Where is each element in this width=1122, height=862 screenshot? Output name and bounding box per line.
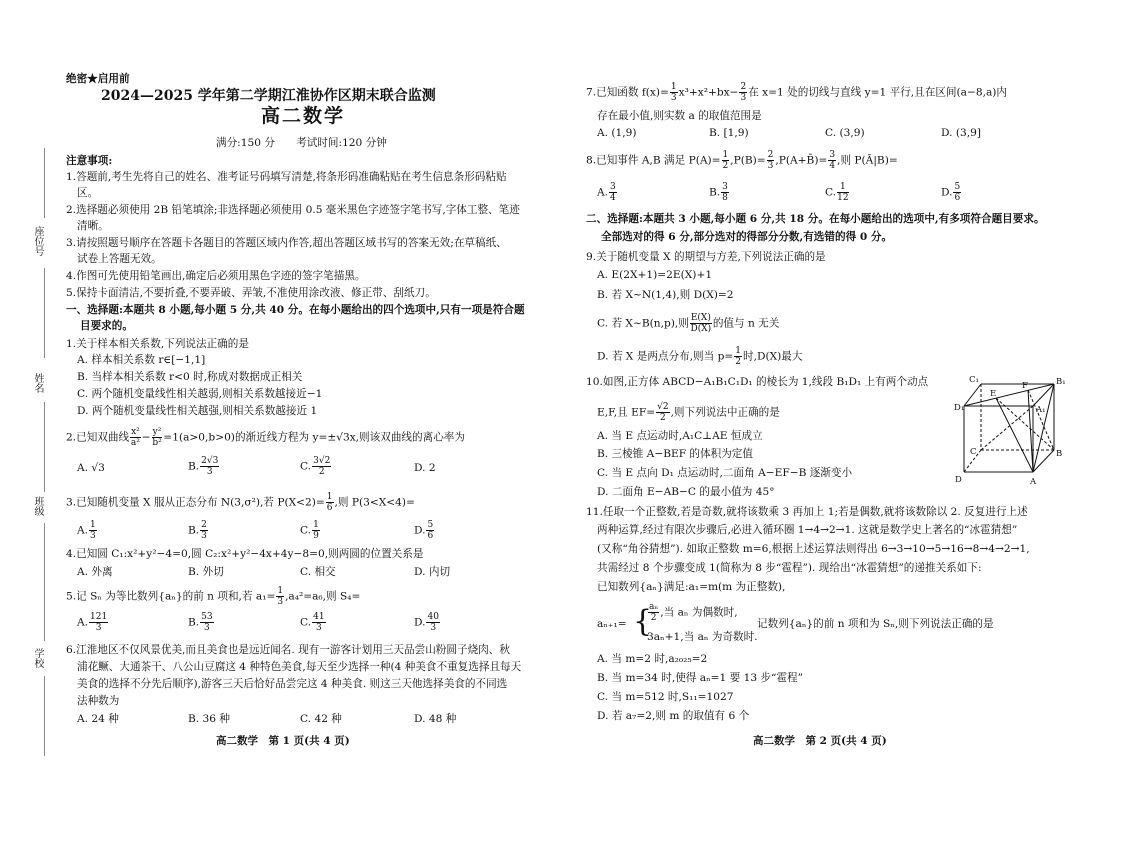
option-b: B. 36 种 bbox=[188, 713, 230, 725]
option-b: B. $\frac{2}{3}$ bbox=[188, 520, 207, 541]
label-c1: C₁ bbox=[969, 375, 979, 385]
recurrence-case-even: $\frac{\text{aₙ}}{2}$ ,当 aₙ 为偶数时, bbox=[649, 602, 738, 623]
option-b: B. 若 X~N(1,4),则 D(X)=2 bbox=[597, 289, 734, 301]
option-c: C. (3,9) bbox=[825, 127, 865, 139]
option-b: B. 外切 bbox=[188, 566, 224, 578]
class-label: 班级 bbox=[32, 496, 43, 516]
question-10-stem: E,F,且 EF= $\frac{√2}{2}$ ,则下列说法中正确的是 bbox=[597, 402, 780, 423]
question-2-stem: 2.已知双曲线 $\frac{\text{x²}}{\text{a²}}$ − $\frac{\text{y²}}{\text{b²}}$ =1(a>0,b>0)的渐近线方程为 y=±√3x,则该双曲线的离心率为 bbox=[66, 427, 465, 448]
section-2-heading: 二、选择题:本题共 3 小题,每小题 6 分,共 18 分。在每小题给出的选项中,有多项符合题目要求。 bbox=[586, 213, 1045, 225]
recurrence-lhs: aₙ₊₁= bbox=[597, 618, 627, 630]
exam-meta: 满分:150 分 考试时间:120 分钟 bbox=[216, 137, 387, 149]
option-c: C. $\frac{1}{9}$ bbox=[300, 520, 319, 541]
option-a: A. $\frac{3}{4}$ bbox=[597, 182, 616, 203]
option-a: A. $\frac{1}{3}$ bbox=[77, 520, 96, 541]
label-f: F bbox=[1022, 381, 1028, 391]
cube-figure bbox=[956, 372, 1066, 490]
option-d: D. (3,9] bbox=[941, 127, 981, 139]
question-11-stem: 两种运算,经过有限次步骤后,必进入循环圈 1→4→2→1. 这就是数学史上著名的“冰雹猜想” bbox=[597, 524, 1018, 536]
question-7-stem: 存在最小值,则实数 a 的取值范围是 bbox=[597, 110, 762, 122]
page-footer: 高二数学 第 2 页(共 4 页) bbox=[753, 735, 887, 747]
question-5-stem: 5.记 Sₙ 为等比数列{aₙ}的前 n 项和,若 a₁= $\frac{1}{3}$ ,a₄²=a₆,则 S₄= bbox=[66, 586, 361, 607]
question-11-stem: 共需经过 8 个步骤变成 1(简称为 8 步“雹程”). 现给出“冰雹猜想”的递推关系如下: bbox=[597, 562, 982, 574]
option-c: C. 当 m=512 时,S₁₁=1027 bbox=[597, 691, 734, 703]
option-c: C. $\frac{1}{12}$ bbox=[825, 182, 849, 203]
option-b: B. $\frac{3}{8}$ bbox=[709, 182, 728, 203]
option-d: D. $\frac{5}{6}$ bbox=[941, 182, 961, 203]
subject-title: 高二数学 bbox=[261, 105, 346, 127]
option-b: B. 当样本相关系数 r<0 时,称成对数据成正相关 bbox=[77, 371, 303, 383]
question-11-stem: 记数列{aₙ}的前 n 项和为 Sₙ,则下列说法正确的是 bbox=[757, 618, 994, 630]
option-a: A. 当 m=2 时,a₂₀₂₅=2 bbox=[597, 653, 708, 665]
binding-line bbox=[44, 523, 45, 641]
secret-label: 绝密★启用前 bbox=[66, 73, 130, 85]
binding-line bbox=[44, 402, 45, 492]
option-c: C. 42 种 bbox=[300, 713, 342, 725]
option-d: D. 内切 bbox=[414, 566, 451, 578]
note-line: 3.请按照题号顺序在答题卡各题目的答题区域内作答,超出答题区域书写的答案无效;在草稿纸、 bbox=[66, 237, 507, 249]
note-line: 试卷上答题无效。 bbox=[77, 253, 162, 265]
section-2-heading: 全部选对的得 6 分,部分选对的得部分分数,有选错的得 0 分。 bbox=[601, 231, 893, 243]
brace-icon: { bbox=[633, 604, 653, 639]
page-footer: 高二数学 第 1 页(共 4 页) bbox=[216, 735, 350, 747]
option-d: D. $\frac{40}{3}$ bbox=[414, 612, 439, 633]
option-a: A. (1,9) bbox=[597, 127, 637, 139]
option-c: C. 若 X~B(n,p),则 $\frac{E(X)}{D(X)}$ 的值与 n 无关 bbox=[597, 313, 780, 334]
option-d: D. 若 a₇=2,则 m 的取值有 6 个 bbox=[597, 710, 750, 722]
note-line: 区。 bbox=[77, 187, 99, 199]
option-b: B. 三棱锥 A−BEF 的体积为定值 bbox=[597, 448, 753, 460]
option-c: C. 当 E 点向 D₁ 点运动时,二面角 A−EF−B 逐渐变小 bbox=[597, 467, 853, 479]
label-e: E bbox=[990, 389, 997, 399]
question-10-stem: 10.如图,正方体 ABCD−A₁B₁C₁D₁ 的棱长为 1,线段 B₁D₁ 上有两个动点 bbox=[586, 376, 929, 388]
note-line: 2.选择题必须使用 2B 铅笔填涂;非选择题必须使用 0.5 毫米黑色字迹签字笔书写,字体工整、笔迹 bbox=[66, 204, 520, 216]
option-b: B. 当 m=34 时,使得 aₙ=1 要 13 步“雹程” bbox=[597, 672, 804, 684]
option-d: D. 48 种 bbox=[414, 713, 457, 725]
option-a: A. 24 种 bbox=[77, 713, 119, 725]
label-a1: A₁ bbox=[1036, 405, 1046, 415]
note-line: 1.答题前,考生先将自己的姓名、准考证号码填写清楚,将条形码准确粘贴在考生信息条形码粘贴 bbox=[66, 171, 507, 183]
recurrence-case-odd: 3aₙ+1,当 aₙ 为奇数时. bbox=[647, 631, 758, 643]
notes-title: 注意事项: bbox=[66, 155, 113, 167]
option-b: B. [1,9) bbox=[709, 127, 749, 139]
question-6-stem: 美食的选择不分先后顺序),游客三天后恰好品尝完这 4 种美食. 则这三天他选择美食的不同选 bbox=[77, 678, 508, 690]
option-d: D. 两个随机变量线性相关越强,则相关系数越接近 1 bbox=[77, 405, 318, 417]
label-b: B bbox=[1056, 449, 1063, 459]
question-7-stem: 7.已知函数 f(x)= $\frac{1}{3}$ x³+x²+bx− $\frac{2}{3}$ 在 x=1 处的切线与直线 y=1 平行,且在区间(a−8,a)内 bbox=[586, 82, 1008, 103]
binding-line bbox=[44, 676, 45, 756]
option-d: D. 若 X 是两点分布,则当 p= $\frac{1}{2}$ 时,D(X)最大 bbox=[597, 346, 803, 367]
question-11-stem: (又称“角谷猜想”). 如取正整数 m=6,根据上述运算法则得出 6→3→10→5→16→8→4→2→1, bbox=[597, 543, 1030, 555]
option-a: A. √3 bbox=[77, 462, 105, 474]
note-line: 4.作图可先使用铅笔画出,确定后必须用黑色字迹的签字笔描黑。 bbox=[66, 270, 366, 282]
question-3-stem: 3.已知随机变量 X 服从正态分布 N(3,σ²),若 P(X<2)= $\frac{1}{6}$ ,则 P(3<X<4)= bbox=[66, 492, 415, 513]
option-b: B. $\frac{53}{3}$ bbox=[188, 612, 213, 633]
option-c: C. $\frac{41}{3}$ bbox=[300, 612, 325, 633]
question-11-stem: 已知数列{aₙ}满足:a₁=m(m 为正整数), bbox=[597, 581, 786, 593]
section-1-heading: 目要求的。 bbox=[80, 320, 133, 332]
option-a: A. 样本相关系数 r∈[−1,1] bbox=[77, 354, 206, 366]
name-label: 姓名 bbox=[32, 373, 43, 393]
question-1-stem: 1.关于样本相关系数,下列说法正确的是 bbox=[66, 338, 249, 350]
label-c: C bbox=[970, 447, 977, 457]
option-a: A. E(2X+1)=2E(X)+1 bbox=[597, 269, 713, 281]
option-a: A. $\frac{121}{3}$ bbox=[77, 612, 108, 633]
option-d: D. $\frac{5}{6}$ bbox=[414, 520, 434, 541]
label-a: A bbox=[1030, 477, 1037, 487]
binding-line bbox=[44, 148, 45, 218]
question-4-stem: 4.已知圆 C₁:x²+y²−4=0,圆 C₂:x²+y²−4x+4y−8=0,则两圆的位置关系是 bbox=[66, 548, 424, 560]
question-11-stem: 11.任取一个正整数,若是奇数,就将该数乘 3 再加上 1;若是偶数,就将该数除以 2. 反复进行上述 bbox=[586, 506, 1028, 518]
question-8-stem: 8.已知事件 A,B 满足 P(A)= $\frac{1}{2}$ ,P(B)= $\frac{2}{3}$ ,P(A+B̄)= $\frac{3}{4}$ ,则 P(Ā|B)= bbox=[586, 150, 898, 171]
seat-label: 座位号 bbox=[32, 226, 43, 256]
question-9-stem: 9.关于随机变量 X 的期望与方差,下列说法正确的是 bbox=[586, 251, 826, 263]
label-d: D bbox=[955, 475, 962, 485]
note-line: 5.保持卡面清洁,不要折叠,不要弄破、弄皱,不准使用涂改液、修正带、刮纸刀。 bbox=[66, 287, 436, 299]
question-6-stem: 法种数为 bbox=[77, 695, 120, 707]
question-6-stem: 浦花鳜、大通茶干、八公山豆腐这 4 种特色美食,每天至少选择一种(4 种美食不重复选择且每天 bbox=[77, 661, 522, 673]
option-c: C. $\frac{3√2}{2}$ bbox=[300, 456, 331, 477]
option-d: D. 2 bbox=[414, 462, 436, 474]
option-c: C. 两个随机变量线性相关越弱,则相关系数越接近−1 bbox=[77, 388, 323, 400]
page-2 bbox=[561, 0, 1122, 862]
binding-line bbox=[44, 268, 45, 358]
section-1-heading: 一、选择题:本题共 8 小题,每小题 5 分,共 40 分。在每小题给出的四个选项中,只有一项是符合题 bbox=[66, 304, 525, 316]
label-b1: B₁ bbox=[1056, 377, 1066, 387]
option-c: C. 相交 bbox=[300, 566, 336, 578]
school-label: 学校 bbox=[32, 648, 43, 668]
note-line: 清晰。 bbox=[77, 220, 109, 232]
label-d1: D₁ bbox=[954, 403, 965, 413]
option-a: A. 当 E 点运动时,A₁C⊥AE 恒成立 bbox=[597, 430, 763, 442]
option-a: A. 外离 bbox=[77, 566, 113, 578]
exam-title: 2024—2025 学年第二学期江淮协作区期末联合监测 bbox=[101, 88, 436, 104]
option-b: B. $\frac{2√3}{3}$ bbox=[188, 456, 219, 477]
option-d: D. 二面角 E−AB−C 的最小值为 45° bbox=[597, 486, 775, 498]
question-6-stem: 6.江淮地区不仅风景优美,而且美食也是远近闻名. 现有一游客计划用三天品尝山粉圆子烧肉、秋 bbox=[66, 644, 510, 656]
